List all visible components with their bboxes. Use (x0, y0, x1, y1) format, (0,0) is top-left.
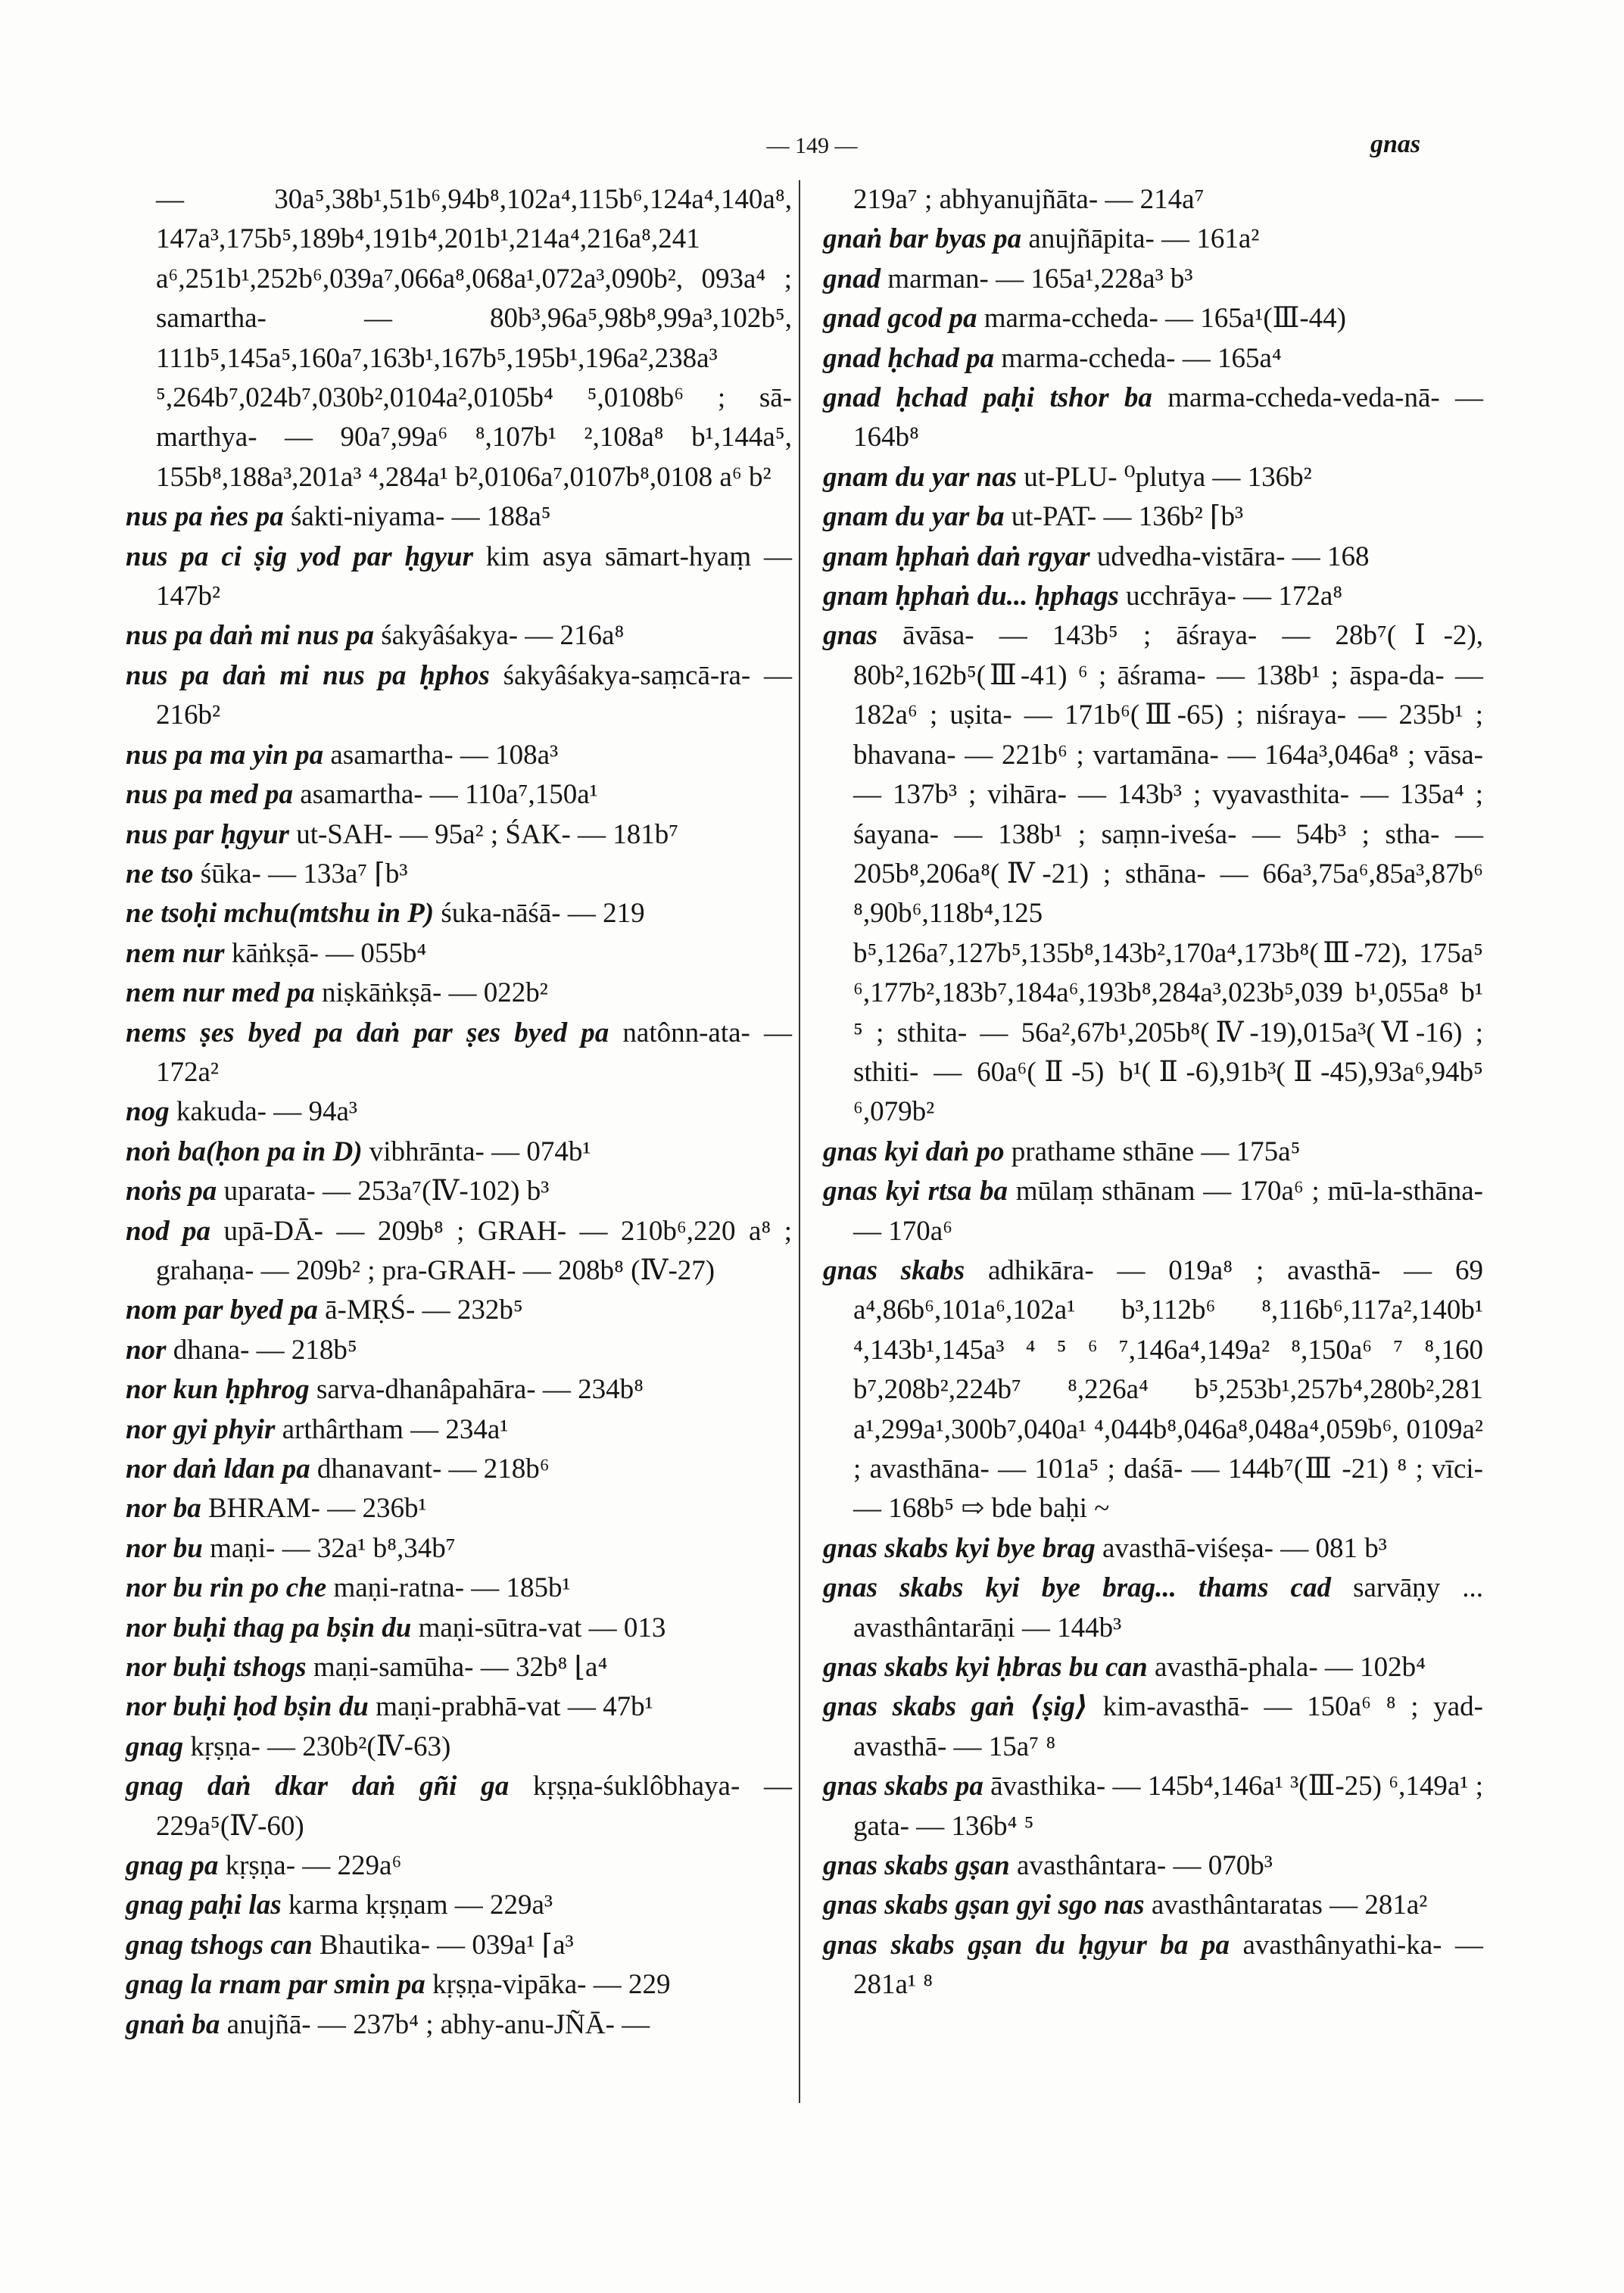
entry-text: ut-PAT- — 136b² ⌈b³ (1011, 501, 1244, 533)
entry-text: uparata- — 253a⁷(Ⅳ-102) b³ (223, 1176, 550, 1207)
entry-headword: noṅ ba(ḥon pa in D) (126, 1136, 363, 1167)
dictionary-entry (126, 815, 792, 855)
dictionary-entry (126, 1291, 792, 1330)
entry-text: BHRAM- — 236b¹ (207, 1493, 427, 1525)
entry-text: maṇi- — 32a¹ b⁸,34b⁷ (210, 1532, 456, 1564)
entry-text: avasthā-viśeṣa- — 081 b³ (1102, 1532, 1387, 1564)
dictionary-entry (126, 1648, 792, 1687)
entry-text: marma-ccheda- — 165a⁴ (1001, 342, 1282, 374)
dictionary-entry (823, 1886, 1483, 1925)
entry-headword: nus pa ci ṣig yod par ḥgyur (126, 541, 474, 572)
entry-headword: gnad ḥchad paḥi tshor ba (823, 382, 1152, 414)
entry-text: arthârtham — 234a¹ (282, 1413, 509, 1445)
entry-text: kṛṣṇa- — 229a⁶ (225, 1850, 402, 1882)
right-column (823, 180, 1483, 2005)
entry-headword: nog (126, 1096, 170, 1128)
entry-text: āvāsa- — 143b⁵ ; āśraya- — 28b⁷(Ⅰ-2), 80b²,162b⁵(Ⅲ-41) ⁶ ; āśrama- — 138b¹ ; āspa-da- — 182a⁶ ; uṣita- — 171b⁶(Ⅲ-65) ; niśraya- — 235b¹ ; bhavana- — 221b⁶ ; vartamāna- — 164a³,046a⁸ ; vāsa- — 137b³ ; vihāra- — 143b³ ; vyavasthita- — 135a⁴ ; śayana- — 138b¹ ; saṃn-iveśa- — 54b³ ; stha- — 205b⁸,206a⁸(Ⅳ-21) ; sthāna- — 66a³,75a⁶,85a³,87b⁶ ⁸,90b⁶,118b⁴,125 b⁵,126a⁷,127b⁵,135b⁸,143b²,170a⁴,173b⁸(Ⅲ-72), 175a⁵ ⁶,177b²,183b⁷,184a⁶,193b⁸,284a³,023b⁵,039 b¹,055a⁸ b¹ ⁵ ; sthita- — 56a²,67b¹,205b⁸(Ⅳ-19),015a³(Ⅵ-16) ; sthiti- — 60a⁶(Ⅱ-5) b¹(Ⅱ-6),91b³(Ⅱ-45),93a⁶,94b⁵ ⁶,079b² (853, 620, 1483, 1128)
dictionary-entry (126, 1687, 792, 1727)
entry-headword: nor bu rin po che (126, 1572, 327, 1604)
entry-text: kṛṣṇa-śuklôbhaya- — 229a⁵(Ⅳ-60) (156, 1771, 793, 1842)
entry-headword: nor gyi phyir (126, 1413, 276, 1445)
entry-text: natônn-ata- — 172a² (156, 1017, 792, 1088)
entry-headword: nor kun ḥphrog (126, 1374, 310, 1406)
entry-text: marman- — 165a¹,228a³ b³ (887, 263, 1193, 294)
dictionary-entry (126, 1926, 792, 1965)
entry-text: asamartha- — 110a⁷,150a¹ (300, 779, 598, 811)
entry-headword: gnas skabs pa (823, 1771, 983, 1802)
dictionary-entry (823, 1569, 1483, 1648)
entry-headword: gnas skabs kyi bye brag (823, 1532, 1096, 1564)
entry-text: upā-DĀ- — 209b⁸ ; GRAH- — 210b⁶,220 a⁸ ; grahaṇa- — 209b² ; pra-GRAH- — 208b⁸ (Ⅳ-27) (156, 1215, 792, 1286)
entry-text: ut-SAH- — 95a² ; ŚAK- — 181b⁷ (296, 818, 679, 850)
entry-text: avasthânyathi-ka- — 281a¹ ⁸ (853, 1929, 1484, 2001)
dictionary-entry (126, 1886, 792, 1925)
running-head: gnas (1370, 130, 1421, 158)
dictionary-entry (823, 339, 1483, 379)
column-divider (799, 180, 800, 2103)
entry-headword: nod pa (126, 1215, 211, 1247)
entry-text: asamartha- — 108a³ (330, 739, 559, 771)
dictionary-entry (126, 1172, 792, 1211)
dictionary-entry (126, 855, 792, 894)
entry-text: avasthântara- — 070b³ (1017, 1850, 1273, 1882)
entry-headword: nor buḥi tshogs (126, 1652, 307, 1684)
dictionary-entry (823, 458, 1483, 497)
dictionary-entry (823, 180, 1483, 220)
entry-headword: gnag paḥi las (126, 1890, 282, 1921)
entry-text: maṇi-samūha- — 32b⁸ ⌊a⁴ (313, 1652, 608, 1684)
dictionary-entry (823, 1687, 1483, 1767)
dictionary-entry (823, 260, 1483, 299)
entry-text: kṛṣṇa-vipāka- — 229 (432, 1969, 671, 2001)
dictionary-entry (126, 894, 792, 933)
entry-headword: noṅs pa (126, 1176, 217, 1207)
entry-headword: nus pa ṅes pa (126, 501, 284, 533)
entry-text: karma kṛṣṇam — 229a³ (288, 1890, 553, 1921)
entry-text: kakuda- — 94a³ (176, 1096, 358, 1128)
entry-headword: gnad gcod pa (823, 303, 977, 335)
dictionary-entry (126, 1569, 792, 1608)
entry-text: Bhautika- — 039a¹ ⌈a³ (319, 1929, 574, 1961)
entry-text: ucchrāya- — 172a⁸ (1125, 581, 1343, 612)
dictionary-entry (126, 1212, 792, 1291)
entry-headword: gnas (823, 620, 877, 652)
dictionary-entry (126, 2005, 792, 2045)
entry-text: śakyâśakya-saṃcā-ra- — 216b² (156, 659, 793, 731)
entry-text: kṛṣṇa- — 230b²(Ⅳ-63) (190, 1731, 451, 1762)
dictionary-entry (126, 1410, 792, 1450)
entry-text: avasthântaratas — 281a² (1151, 1890, 1428, 1921)
dictionary-entry (126, 537, 792, 617)
dictionary-entry (126, 497, 792, 537)
entry-text: kim asya sāmart-hyaṃ — 147b² (156, 541, 793, 612)
entry-headword: gnag (126, 1731, 184, 1762)
dictionary-entry (126, 1965, 792, 2005)
entry-text: kāṅkṣā- — 055b⁴ (231, 937, 427, 969)
entry-headword: nus pa ma yin pa (126, 739, 324, 771)
entry-headword: gnas kyi daṅ po (823, 1136, 1005, 1167)
entry-text: udvedha-vistāra- — 168 (1096, 541, 1370, 572)
dictionary-entry (126, 1331, 792, 1370)
entry-text: — 30a⁵,38b¹,51b⁶,94b⁸,102a⁴,115b⁶,124a⁴,140a⁸, 147a³,175b⁵,189b⁴,191b⁴,201b¹,214a⁴,216a⁸,241 a⁶,251b¹,252b⁶,039a⁷,066a⁸,068a¹,072a³,090b², 093a⁴ ; samartha- — 80b³,96a⁵,98b⁸,99a³,102b⁵, 111b⁵,145a⁵,160a⁷,163b¹,167b⁵,195b¹,196a²,238a³ ⁵,264b⁷,024b⁷,030b²,0104a²,0105b⁴ ⁵,0108b⁶ ; sā-marthya- — 90a⁷,99a⁶ ⁸,107b¹ ²,108a⁸ b¹,144a⁵, 155b⁸,188a³,201a³ ⁴,284a¹ b²,0106a⁷,0107b⁸,0108 a⁶ b² (156, 184, 792, 493)
entry-text: āvasthika- — 145b⁴,146a¹ ³(Ⅲ-25) ⁶,149a¹ ; gata- — 136b⁴ ⁵ (853, 1771, 1483, 1842)
entry-headword: gnas skabs gṣan gyi sgo nas (823, 1890, 1145, 1921)
dictionary-entry (126, 1767, 792, 1846)
dictionary-entry (126, 1846, 792, 1886)
dictionary-entry (823, 1926, 1483, 2005)
entry-headword: ne tsoḥi mchu(mtshu in P) (126, 898, 435, 930)
entry-headword: gnam ḥphaṅ du... ḥphags (823, 581, 1119, 612)
dictionary-entry (126, 1132, 792, 1172)
dictionary-entry (823, 220, 1483, 259)
entry-headword: nus pa daṅ mi nus pa ḥphos (126, 659, 490, 691)
entry-headword: gnas skabs gaṅ ⟨ṣig⟩ (823, 1691, 1088, 1723)
entry-headword: nor bu (126, 1532, 203, 1564)
entry-headword: gnam du yar nas (823, 461, 1017, 493)
entry-headword: nus pa med pa (126, 779, 294, 811)
entry-headword: gnad ḥchad pa (823, 342, 995, 374)
entry-text: niṣkāṅkṣā- — 022b² (322, 977, 548, 1009)
dictionary-entry (126, 1728, 792, 1767)
dictionary-entry (823, 379, 1483, 458)
entry-headword: gnag daṅ dkar daṅ gñi ga (126, 1771, 510, 1802)
entry-headword: nom par byed pa (126, 1294, 318, 1326)
entry-text: sarvāṇy ... avasthântarāṇi — 144b³ (853, 1572, 1483, 1643)
entry-text: ut-PLU- ⁰plutya — 136b² (1024, 461, 1312, 493)
dictionary-entry (823, 299, 1483, 338)
entry-text: anujñā- — 237b⁴ ; abhy-anu-JÑĀ- — (226, 2008, 650, 2040)
dictionary-entry (823, 1767, 1483, 1846)
entry-headword: nus pa daṅ mi nus pa (126, 620, 374, 652)
entry-text: adhikāra- — 019a⁸ ; avasthā- — 69 a⁴,86b⁶,101a⁶,102a¹ b³,112b⁶ ⁸,116b⁶,117a²,140b¹ ⁴,143b¹,145a³ ⁴ ⁵ ⁶ ⁷,146a⁴,149a² ⁸,150a⁶ ⁷ ⁸,160 b⁷,208b²,224b⁷ ⁸,226a⁴ b⁵,253b¹,257b⁴,280b²,281 a¹,299a¹,300b⁷,040a¹ ⁴,044b⁸,046a⁸,048a⁴,059b⁶, 0109a² ; avasthāna- — 101a⁵ ; daśā- — 144b⁷(Ⅲ -21) ⁸ ; vīci- — 168b⁵ ⇨ bde baḥi ~ (853, 1254, 1484, 1525)
dictionary-entry (126, 180, 792, 497)
dictionary-entry (126, 1529, 792, 1569)
dictionary-entry (126, 1609, 792, 1648)
dictionary-entry (126, 974, 792, 1013)
dictionary-entry (823, 1172, 1483, 1251)
entry-headword: gnas skabs (823, 1254, 965, 1286)
dictionary-entry (126, 775, 792, 815)
entry-headword: gnas kyi rtsa ba (823, 1176, 1008, 1207)
dictionary-entry (126, 736, 792, 775)
dictionary-entry (823, 1529, 1483, 1569)
entry-text: prathame sthāne — 175a⁵ (1011, 1136, 1301, 1167)
entry-text: marma-ccheda-veda-nā- — 164b⁸ (853, 382, 1484, 453)
dictionary-entry (126, 934, 792, 974)
entry-headword: nor daṅ ldan pa (126, 1453, 310, 1485)
entry-headword: nor buḥi thag pa bṣin du (126, 1612, 412, 1643)
dictionary-entry (823, 497, 1483, 537)
entry-headword: gnaṅ ba (126, 2008, 220, 2040)
entry-headword: nor buḥi ḥod bṣin du (126, 1691, 369, 1723)
entry-headword: gnas skabs kyi ḥbras bu can (823, 1652, 1148, 1684)
entry-text: śuka-nāśā- — 219 (441, 898, 645, 930)
dictionary-entry (823, 1132, 1483, 1172)
entry-text: marma-ccheda- — 165a¹(Ⅲ-44) (983, 303, 1346, 335)
entry-text: śakyâśakya- — 216a⁸ (381, 620, 625, 652)
entry-text: śakti-niyama- — 188a⁵ (290, 501, 551, 533)
dictionary-entry (126, 1092, 792, 1132)
entry-headword: nor ba (126, 1493, 201, 1525)
entry-text: anujñāpita- — 161a² (1028, 223, 1260, 255)
entry-headword: nem nur (126, 937, 225, 969)
entry-text: dhanavant- — 218b⁶ (316, 1453, 550, 1485)
entry-headword: ne tso (126, 858, 194, 889)
entry-text: maṇi-prabhā-vat — 47b¹ (376, 1691, 653, 1723)
dictionary-entry (126, 1489, 792, 1528)
entry-text: sarva-dhanâpahāra- — 234b⁸ (316, 1374, 644, 1406)
entry-headword: gnag tshogs can (126, 1929, 313, 1961)
entry-headword: gnad (823, 263, 881, 294)
entry-headword: nem nur med pa (126, 977, 315, 1009)
dictionary-entry (823, 1648, 1483, 1687)
entry-text: kim-avasthā- — 150a⁶ ⁸ ; yad-avasthā- — 15a⁷ ⁸ (853, 1691, 1483, 1762)
dictionary-entry (126, 1450, 792, 1489)
entry-text: ā-MṚŚ- — 232b⁵ (325, 1294, 523, 1326)
entry-headword: nus par ḥgyur (126, 818, 289, 850)
dictionary-entry (823, 1846, 1483, 1886)
entry-headword: gnaṅ bar byas pa (823, 223, 1022, 255)
entry-headword: gnas skabs gṣan (823, 1850, 1010, 1882)
dictionary-entry (126, 616, 792, 656)
page-number: — 149 — (766, 133, 858, 158)
entry-text: avasthā-phala- — 102b⁴ (1154, 1652, 1426, 1684)
dictionary-entry (823, 616, 1483, 1132)
entry-headword: nems ṣes byed pa daṅ par ṣes byed pa (126, 1017, 609, 1048)
entry-headword: gnag la rnam par smin pa (126, 1969, 425, 2001)
entry-headword: gnag pa (126, 1850, 219, 1882)
entry-headword: gnam ḥphaṅ daṅ rgyar (823, 541, 1090, 572)
entry-text: maṇi-ratna- — 185b¹ (333, 1572, 571, 1604)
entry-headword: gnas skabs kyi bye brag... thams cad (823, 1572, 1331, 1604)
dictionary-entry (126, 1370, 792, 1410)
dictionary-entry (823, 1251, 1483, 1529)
dictionary-entry (126, 1014, 792, 1093)
entry-text: mūlaṃ sthānam — 170a⁶ ; mū-la-sthāna- — 170a⁶ (853, 1176, 1484, 1247)
entry-headword: nor (126, 1334, 167, 1366)
entry-headword: gnas skabs gṣan du ḥgyur ba pa (823, 1929, 1230, 1961)
left-column (126, 180, 792, 2045)
entry-text: dhana- — 218b⁵ (173, 1334, 357, 1366)
entry-text: maṇi-sūtra-vat — 013 (418, 1612, 666, 1643)
dictionary-entry (823, 537, 1483, 577)
dictionary-entry (126, 656, 792, 736)
entry-text: śūka- — 133a⁷ ⌈b³ (200, 858, 408, 889)
entry-headword: gnam du yar ba (823, 501, 1005, 533)
dictionary-entry (823, 577, 1483, 616)
entry-text: vibhrānta- — 074b¹ (369, 1136, 591, 1167)
entry-text: 219a⁷ ; abhyanujñāta- — 214a⁷ (853, 184, 1205, 215)
